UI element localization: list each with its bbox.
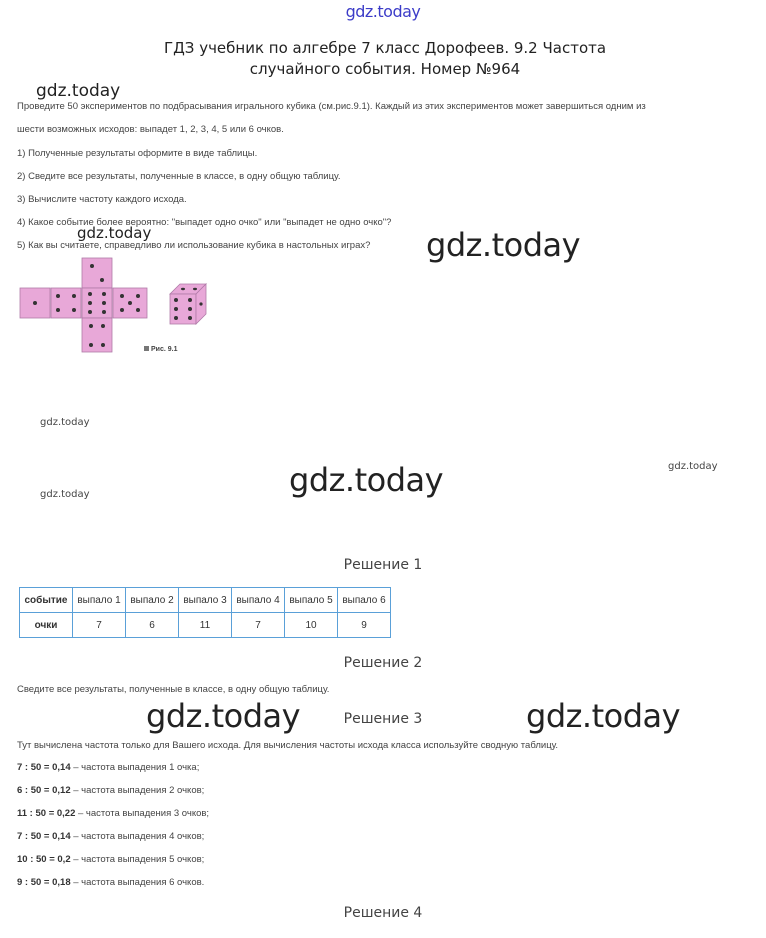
page-title — [20, 38, 750, 80]
task-line-1: Проведите 50 экспериментов по подбрасывания игрального кубика (см.рис.9.1). Каждый из этих экспериментов может завершиться одним из — [17, 101, 646, 112]
table-cell: выпало 2 — [126, 588, 179, 613]
table-cell: 7 — [73, 613, 126, 638]
table-cell: 9 — [338, 613, 391, 638]
dice-figure — [18, 256, 214, 360]
watermark-large-3: gdz.today — [146, 697, 301, 735]
table-cell: выпало 3 — [179, 588, 232, 613]
top-watermark: gdz.today — [345, 2, 421, 21]
solution-3-text: Тут вычислена частота только для Вашего исхода. Для вычисления частоты исхода класса используйте сводную таблицу. — [17, 740, 559, 751]
task-item-3: 3) Вычислите частоту каждого исхода. — [17, 194, 187, 205]
table-cell: выпало 4 — [232, 588, 285, 613]
task-item-2: 2) Сведите все результаты, полученные в классе, в одну общую таблицу. — [17, 171, 341, 182]
table-cell: 7 — [232, 613, 285, 638]
solution-4-heading: Решение 4 — [343, 905, 423, 921]
watermark-tiny-1: gdz.today — [40, 417, 90, 428]
table-row — [20, 588, 391, 613]
table-cell: событие — [20, 588, 73, 613]
solution-2-text: Сведите все результаты, полученные в классе, в одну общую таблицу. — [17, 684, 330, 695]
figure-caption: Рис. 9.1 — [151, 346, 178, 353]
table-cell: 10 — [285, 613, 338, 638]
table-cell: выпало 5 — [285, 588, 338, 613]
frequency-line: 7 : 50 = 0,14 – частота выпадения 1 очка; — [17, 762, 200, 773]
task-item-1: 1) Полученные результаты оформите в виде таблицы. — [17, 148, 258, 159]
table-cell: выпало 1 — [73, 588, 126, 613]
frequency-line: 10 : 50 = 0,2 – частота выпадения 5 очков; — [17, 854, 205, 865]
table-cell: очки — [20, 613, 73, 638]
page-title-line-1: ГДЗ учебник по алгебре 7 класс Дорофеев. 9.2 Частота — [163, 39, 607, 57]
solution-1-heading: Решение 1 — [343, 557, 423, 573]
frequency-line: 9 : 50 = 0,18 – частота выпадения 6 очков. — [17, 877, 205, 888]
page-title-line-2: случайного события. Номер №964 — [249, 60, 521, 78]
table-cell: 6 — [126, 613, 179, 638]
task-line-2: шести возможных исходов: выпадет 1, 2, 3, 4, 5 или 6 очков. — [17, 124, 284, 135]
frequency-line: 7 : 50 = 0,14 – частота выпадения 4 очков; — [17, 831, 205, 842]
watermark-large-4: gdz.today — [526, 697, 681, 735]
watermark-tiny-3: gdz.today — [40, 489, 90, 500]
results-table — [19, 587, 391, 638]
watermark-tiny-2: gdz.today — [668, 461, 718, 472]
die-net-illustration — [18, 256, 214, 360]
solution-2-heading: Решение 2 — [343, 655, 423, 671]
table-cell: 11 — [179, 613, 232, 638]
frequency-line: 11 : 50 = 0,22 – частота выпадения 3 очков; — [17, 808, 210, 819]
task-item-5: 5) Как вы считаете, справедливо ли использование кубика в настольных играх? — [17, 240, 371, 251]
task-item-4: 4) Какое событие более вероятно: "выпадет одно очко" или "выпадет не одно очко"? — [17, 217, 392, 228]
watermark-small-overlay: gdz.today — [77, 224, 152, 242]
watermark-medium: gdz.today — [36, 81, 121, 101]
frequency-line: 6 : 50 = 0,12 – частота выпадения 2 очков; — [17, 785, 205, 796]
table-cell: выпало 6 — [338, 588, 391, 613]
watermark-large-2: gdz.today — [289, 461, 444, 499]
watermark-large: gdz.today — [426, 226, 581, 264]
table-row — [20, 613, 391, 638]
solution-3-heading: Решение 3 — [343, 711, 423, 727]
